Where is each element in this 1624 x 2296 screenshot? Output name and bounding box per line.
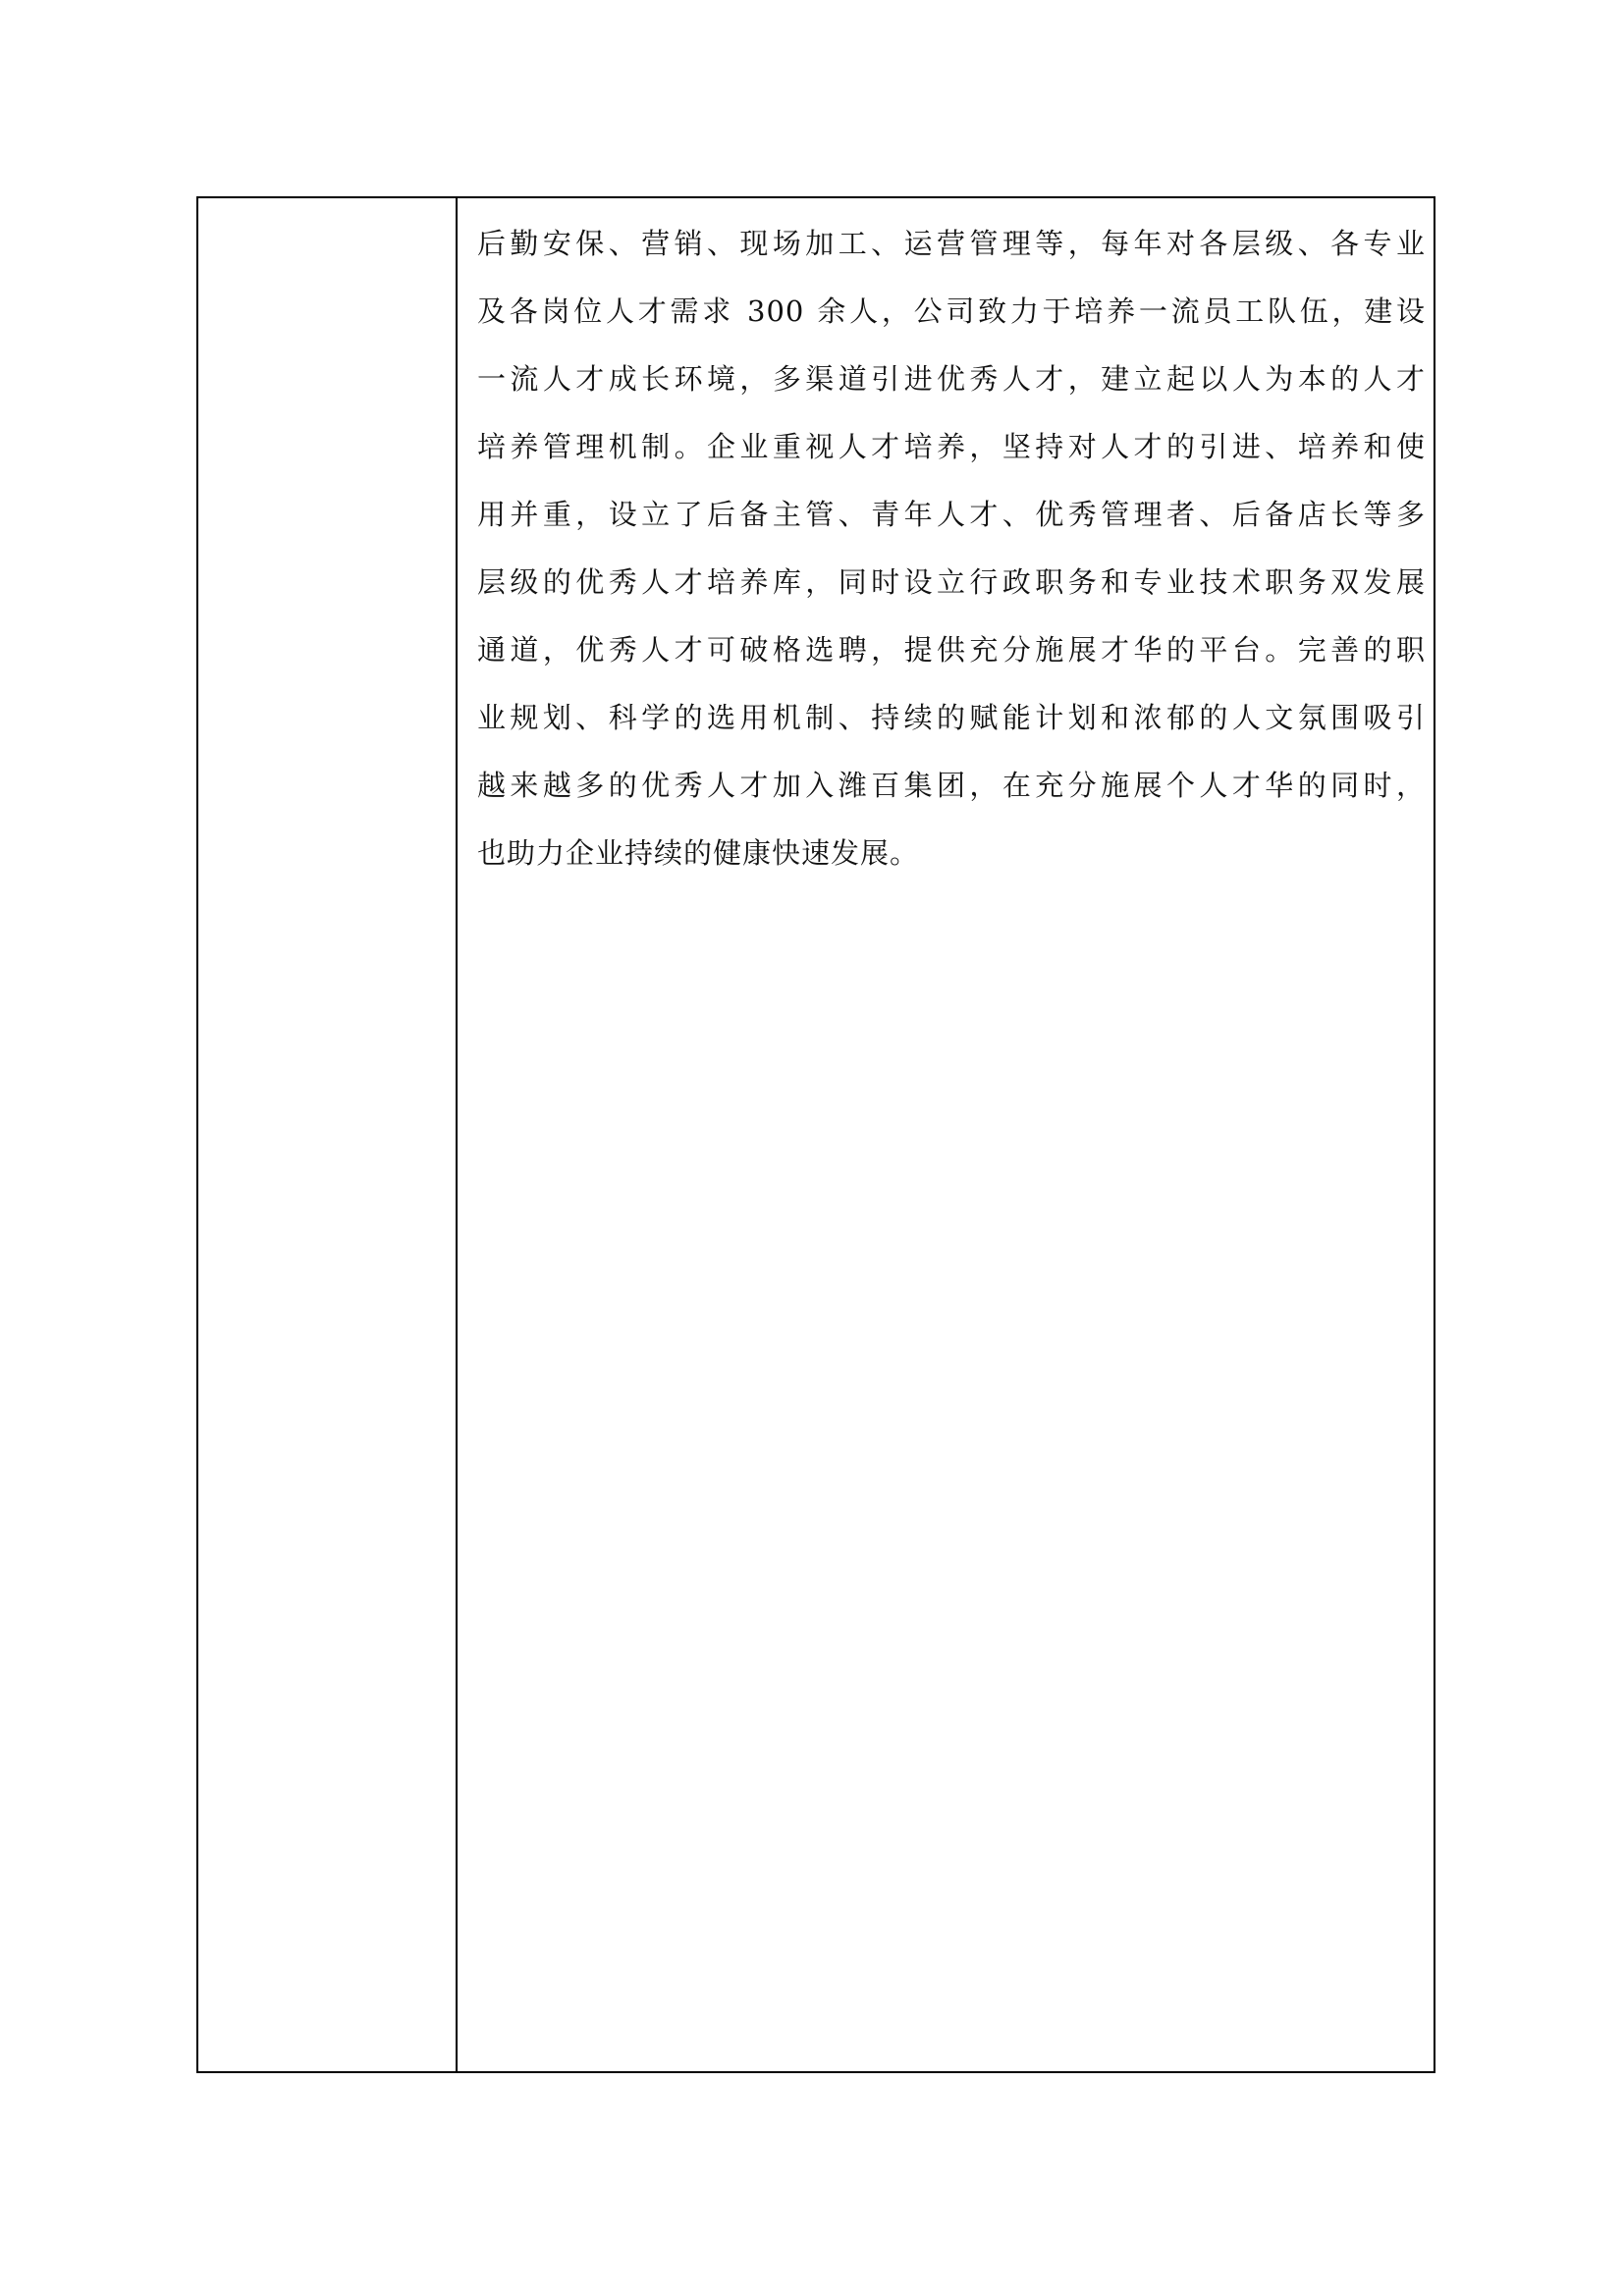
table-left-cell — [198, 198, 458, 2071]
paragraph-line: 用并重，设立了后备主管、青年人才、优秀管理者、后备店长等多 — [477, 498, 1426, 531]
paragraph-line: 通道，优秀人才可破格选聘，提供充分施展才华的平台。完善的职 — [477, 633, 1426, 667]
paragraph-line: 也助力企业持续的健康快速发展。 — [477, 836, 920, 870]
table-right-cell — [458, 198, 1434, 2071]
paragraph-line: 越来越多的优秀人才加入潍百集团，在充分施展个人才华的同时， — [477, 769, 1426, 802]
document-table — [196, 196, 1435, 2073]
paragraph-line: 一流人才成长环境，多渠道引进优秀人才，建立起以人为本的人才 — [477, 362, 1426, 396]
paragraph-line: 后勤安保、营销、现场加工、运营管理等，每年对各层级、各专业 — [477, 227, 1426, 260]
paragraph-line: 培养管理机制。企业重视人才培养，坚持对人才的引进、培养和使 — [477, 430, 1426, 463]
paragraph-line: 及各岗位人才需求 300 余人，公司致力于培养一流员工队伍，建设 — [477, 294, 1426, 328]
paragraph-line: 业规划、科学的选用机制、持续的赋能计划和浓郁的人文氛围吸引 — [477, 701, 1426, 734]
paragraph-line: 层级的优秀人才培养库，同时设立行政职务和专业技术职务双发展 — [477, 565, 1426, 599]
